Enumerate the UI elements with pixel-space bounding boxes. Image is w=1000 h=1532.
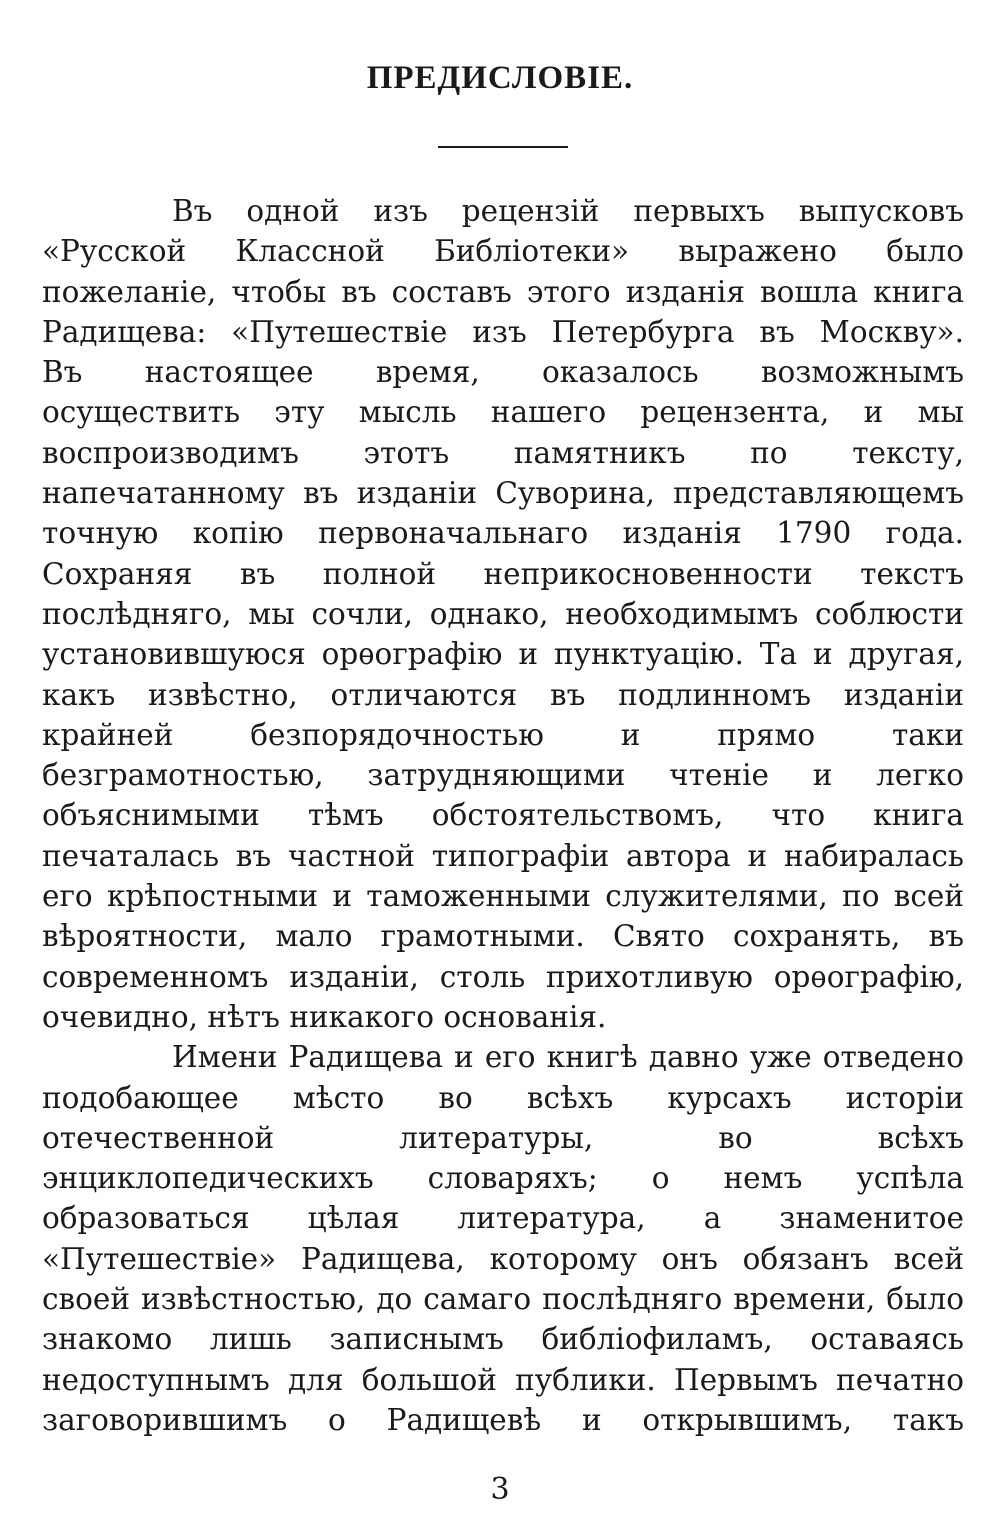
title-divider: [438, 146, 568, 148]
text-line: Въ одной изъ рецензій первыхъ выпусковъ: [172, 194, 964, 228]
text-line: заговорившимъ о Радищевѣ и открывшимъ, такъ: [42, 1402, 964, 1437]
text-line: крайней безпорядочностью и прямо таки: [42, 717, 964, 752]
text-line: образоваться цѣлая литература, а знаменитое: [42, 1201, 964, 1236]
text-line: Имени Радищева и его книгѣ давно уже отведено: [172, 1040, 964, 1075]
text-line: объяснимыми тѣмъ обстоятельствомъ, что книга: [42, 798, 964, 833]
page-title: ПРЕДИСЛОВІЕ.: [366, 60, 634, 96]
text-line: печаталась въ частной типографіи автора и набиралась: [42, 838, 964, 873]
text-line: отечественной литературы, во всѣхъ: [42, 1120, 964, 1155]
text-line: осуществить эту мысль нашего рецензента, и мы: [42, 395, 964, 430]
text-line: послѣдняго, мы сочли, однако, необходимымъ соблюсти: [42, 596, 964, 631]
text-line: точную копію первоначальнаго изданія 1790 года.: [42, 516, 964, 551]
text-line: современномъ изданіи, столь прихотливую орѳографію,: [42, 959, 964, 994]
page-number: 3: [490, 1472, 510, 1507]
text-line: Въ настоящее время, оказалось возможнымъ: [42, 355, 964, 390]
text-line: воспроизводимъ этотъ памятникъ по тексту,: [42, 435, 964, 470]
text-line: его крѣпостными и таможенными служителями, по всей: [42, 879, 964, 914]
text-line: установившуюся орѳографію и пунктуацію. Та и другая,: [42, 637, 964, 672]
text-line: знакомо лишь записнымъ библіофиламъ, оставаясь: [42, 1322, 964, 1357]
text-line: безграмотностью, затрудняющими чтеніе и легко: [42, 758, 964, 793]
text-line: недоступнымъ для большой публики. Первымъ печатно: [42, 1362, 964, 1397]
text-line: вѣроятности, мало грамотными. Свято сохранять, въ: [42, 919, 964, 954]
text-line: какъ извѣстно, отличаются въ подлинномъ изданіи: [42, 677, 964, 712]
body-text: [42, 191, 964, 1440]
text-line: своей извѣстностью, до самаго послѣдняго времени, было: [42, 1282, 964, 1317]
text-line: энциклопедическихъ словаряхъ; о немъ успѣла: [42, 1161, 964, 1196]
text-line: напечатанному въ изданіи Суворина, представляющемъ: [42, 476, 964, 511]
text-line: пожеланіе, чтобы въ составъ этого изданія вошла книга: [42, 274, 964, 309]
text-line: Радищева: «Путешествіе изъ Петербурга въ Москву».: [42, 314, 964, 349]
text-line: Сохраняя въ полной неприкосновенности текстъ: [42, 556, 964, 591]
text-line: подобающее мѣсто во всѣхъ курсахъ исторіи: [42, 1080, 964, 1115]
text-line: «Путешествіе» Радищева, которому онъ обязанъ всей: [42, 1241, 964, 1276]
text-line: очевидно, нѣтъ никакого основанія.: [42, 999, 607, 1034]
text-line: «Русской Классной Библіотеки» выражено было: [42, 234, 964, 269]
